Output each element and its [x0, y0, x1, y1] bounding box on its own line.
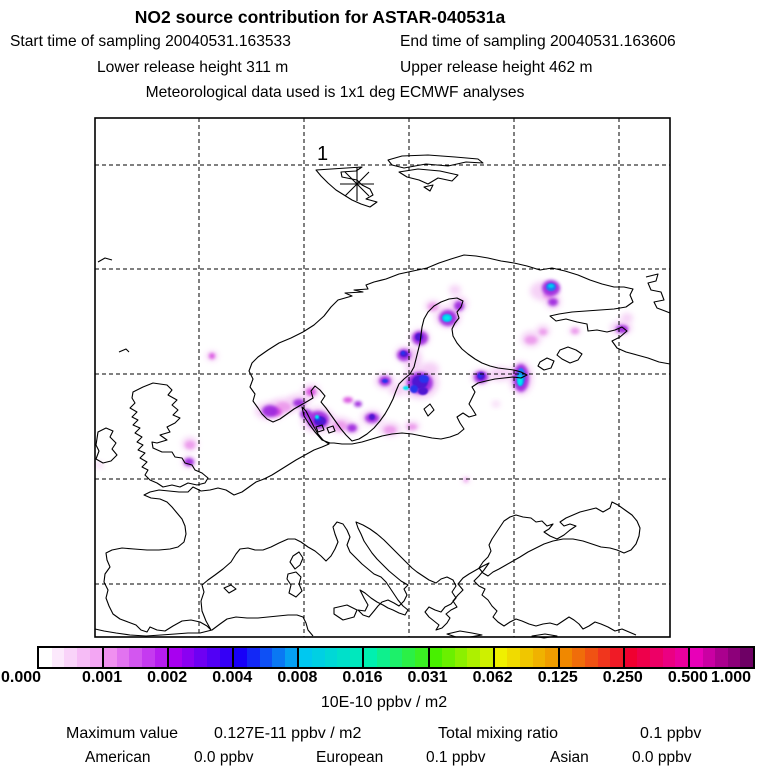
island-or-sea-outline [388, 155, 483, 168]
plume-blob [382, 379, 388, 383]
island-or-sea-outline [224, 585, 236, 593]
plume-blob [185, 441, 195, 449]
plume-blob [333, 421, 347, 431]
stats-text: Maximum value [66, 725, 179, 742]
coastline-path [119, 349, 129, 352]
plume-blob [492, 401, 500, 407]
colorbar-cell [364, 648, 377, 667]
island-or-sea-outline [424, 404, 434, 416]
colorbar-cell [377, 648, 390, 667]
stats-text: Total mixing ratio [438, 725, 559, 742]
colorbar-segment [102, 648, 167, 667]
island-or-sea-outline [334, 605, 357, 620]
region-number-label: 1 [317, 143, 329, 165]
colorbar-tick-label: 0.002 [147, 669, 188, 686]
page-title: NO2 source contribution for ASTAR-040531a [134, 7, 506, 27]
colorbar-cell [234, 648, 247, 667]
coastlines [95, 155, 670, 638]
colorbar-tick-label: 0.000 [0, 669, 42, 686]
receptor-star-icon [340, 167, 374, 201]
colorbar-cell [104, 648, 117, 667]
colorbar-cell [507, 648, 520, 667]
plume-blob [621, 313, 633, 323]
plume-blob [548, 284, 554, 288]
plume-blob [369, 414, 375, 420]
island-or-sea-outline [447, 631, 482, 637]
colorbar-cell [169, 648, 182, 667]
colorbar-cell [194, 648, 207, 667]
stats-text: 0.0 ppbv [194, 749, 254, 766]
colorbar-cell [598, 648, 611, 667]
colorbar-tick-label: 1.000 [710, 669, 752, 686]
colorbar-cell [625, 648, 638, 667]
colorbar-cell [675, 648, 688, 667]
colorbar-tick-label: 0.500 [667, 669, 708, 686]
stats-text: 0.1 ppbv [426, 749, 486, 766]
colorbar-cell [690, 648, 703, 667]
upper-release-text: Upper release height 462 m [400, 59, 593, 76]
colorbar-cell [495, 648, 508, 667]
colorbar-tick-label: 0.125 [537, 669, 578, 686]
island-or-sea-outline [96, 428, 117, 463]
island-or-sea-outline [424, 185, 433, 191]
plume-blob [401, 351, 405, 355]
colorbar-cell [350, 648, 363, 667]
colorbar-tick-label: 0.062 [472, 669, 513, 686]
colorbar-cell [520, 648, 533, 667]
plume-blob [347, 424, 357, 432]
plume-blob [525, 336, 537, 344]
plume-blob [571, 328, 579, 334]
colorbar-cell [260, 648, 273, 667]
colorbar-cell [39, 648, 52, 667]
colorbar-cell [299, 648, 312, 667]
plume-blob [418, 387, 428, 395]
colorbar-segment [688, 648, 753, 667]
colorbar-cell [572, 648, 585, 667]
colorbar-segment [428, 648, 493, 667]
colorbar-segment [39, 648, 102, 667]
colorbar-cell [285, 648, 298, 667]
colorbar-cell [740, 648, 753, 667]
colorbar-cell [129, 648, 142, 667]
colorbar-cell [480, 648, 493, 667]
colorbar-cell [415, 648, 428, 667]
colorbar-cell [220, 648, 233, 667]
colorbar-cell [442, 648, 455, 667]
colorbar-segment [493, 648, 558, 667]
colorbar-tick-row [0, 669, 768, 689]
lower-release-text: Lower release height 311 m [97, 59, 289, 76]
stats-text: American [85, 749, 151, 766]
colorbar [37, 646, 755, 669]
colorbar-unit-label: 10E-10 ppbv / m2 [320, 694, 448, 711]
colorbar-cell [182, 648, 195, 667]
colorbar-segment [232, 648, 297, 667]
plume-blob [354, 401, 362, 407]
plume-blob [384, 426, 396, 434]
plume-blob [449, 285, 461, 295]
colorbar-cell [90, 648, 103, 667]
colorbar-cell [117, 648, 130, 667]
plume-blob [410, 385, 418, 393]
colorbar-cell [467, 648, 480, 667]
colorbar-cell [663, 648, 676, 667]
plume-blob [403, 386, 409, 390]
stats-text: 0.1 ppbv [640, 725, 702, 742]
plume-blob [539, 329, 547, 335]
plume-blob [444, 316, 450, 320]
colorbar-cell [207, 648, 220, 667]
colorbar-cell [610, 648, 623, 667]
plume-blob [415, 333, 423, 341]
colorbar-cell [142, 648, 155, 667]
colorbar-tick-label: 0.008 [277, 669, 318, 686]
plume-blob [343, 397, 353, 403]
colorbar-cell [728, 648, 741, 667]
island-or-sea-outline [538, 358, 554, 370]
stats-text: 0.0 ppbv [632, 749, 692, 766]
stats-text: Asian [550, 749, 589, 766]
plume-layer [95, 280, 633, 483]
stats-text: European [316, 749, 384, 766]
plume-blob [209, 353, 215, 359]
colorbar-segment [362, 648, 427, 667]
colorbar-cell [560, 648, 573, 667]
colorbar-cell [650, 648, 663, 667]
start-time-text: Start time of sampling 20040531.163533 [10, 33, 291, 50]
colorbar-segment [623, 648, 688, 667]
met-data-text: Meteorological data used is 1x1 deg ECMWF analyses [145, 84, 525, 101]
colorbar-cell [637, 648, 650, 667]
colorbar-cell [455, 648, 468, 667]
colorbar-cell [533, 648, 546, 667]
coastline-path [95, 615, 313, 636]
plume-blob [315, 415, 319, 419]
end-time-text: End time of sampling 20040531.163606 [400, 33, 676, 50]
colorbar-segment [167, 648, 232, 667]
colorbar-tick-label: 0.016 [342, 669, 383, 686]
colorbar-cell [155, 648, 168, 667]
plume-blob [262, 405, 278, 417]
coastline-path [98, 258, 112, 262]
coastline-path [646, 274, 670, 313]
plume-blob [478, 374, 482, 378]
island-or-sea-outline [479, 502, 640, 576]
island-or-sea-outline [130, 383, 208, 487]
island-or-sea-outline [399, 169, 458, 184]
colorbar-cell [64, 648, 77, 667]
colorbar-tick-label: 0.250 [602, 669, 643, 686]
colorbar-cell [715, 648, 728, 667]
colorbar-cell [312, 648, 325, 667]
plume-blob [419, 375, 429, 383]
colorbar-cell [77, 648, 90, 667]
colorbar-tick-label: 0.004 [212, 669, 253, 686]
colorbar-cell [272, 648, 285, 667]
colorbar-cell [247, 648, 260, 667]
colorbar-cell [585, 648, 598, 667]
colorbar-cell [325, 648, 338, 667]
colorbar-tick-label: 0.031 [407, 669, 448, 686]
colorbar-cell [545, 648, 558, 667]
plume-blob [548, 298, 558, 306]
colorbar-cell [390, 648, 403, 667]
island-or-sea-outline [557, 347, 582, 363]
colorbar-cell [430, 648, 443, 667]
stats-text: 0.127E-11 ppbv / m2 [214, 725, 362, 742]
colorbar-cell [337, 648, 350, 667]
colorbar-segment [558, 648, 623, 667]
colorbar-cell [52, 648, 65, 667]
island-or-sea-outline [290, 552, 303, 569]
colorbar-cell [402, 648, 415, 667]
colorbar-tick-label: 0.001 [82, 669, 123, 686]
colorbar-cell [703, 648, 716, 667]
colorbar-segment [297, 648, 362, 667]
